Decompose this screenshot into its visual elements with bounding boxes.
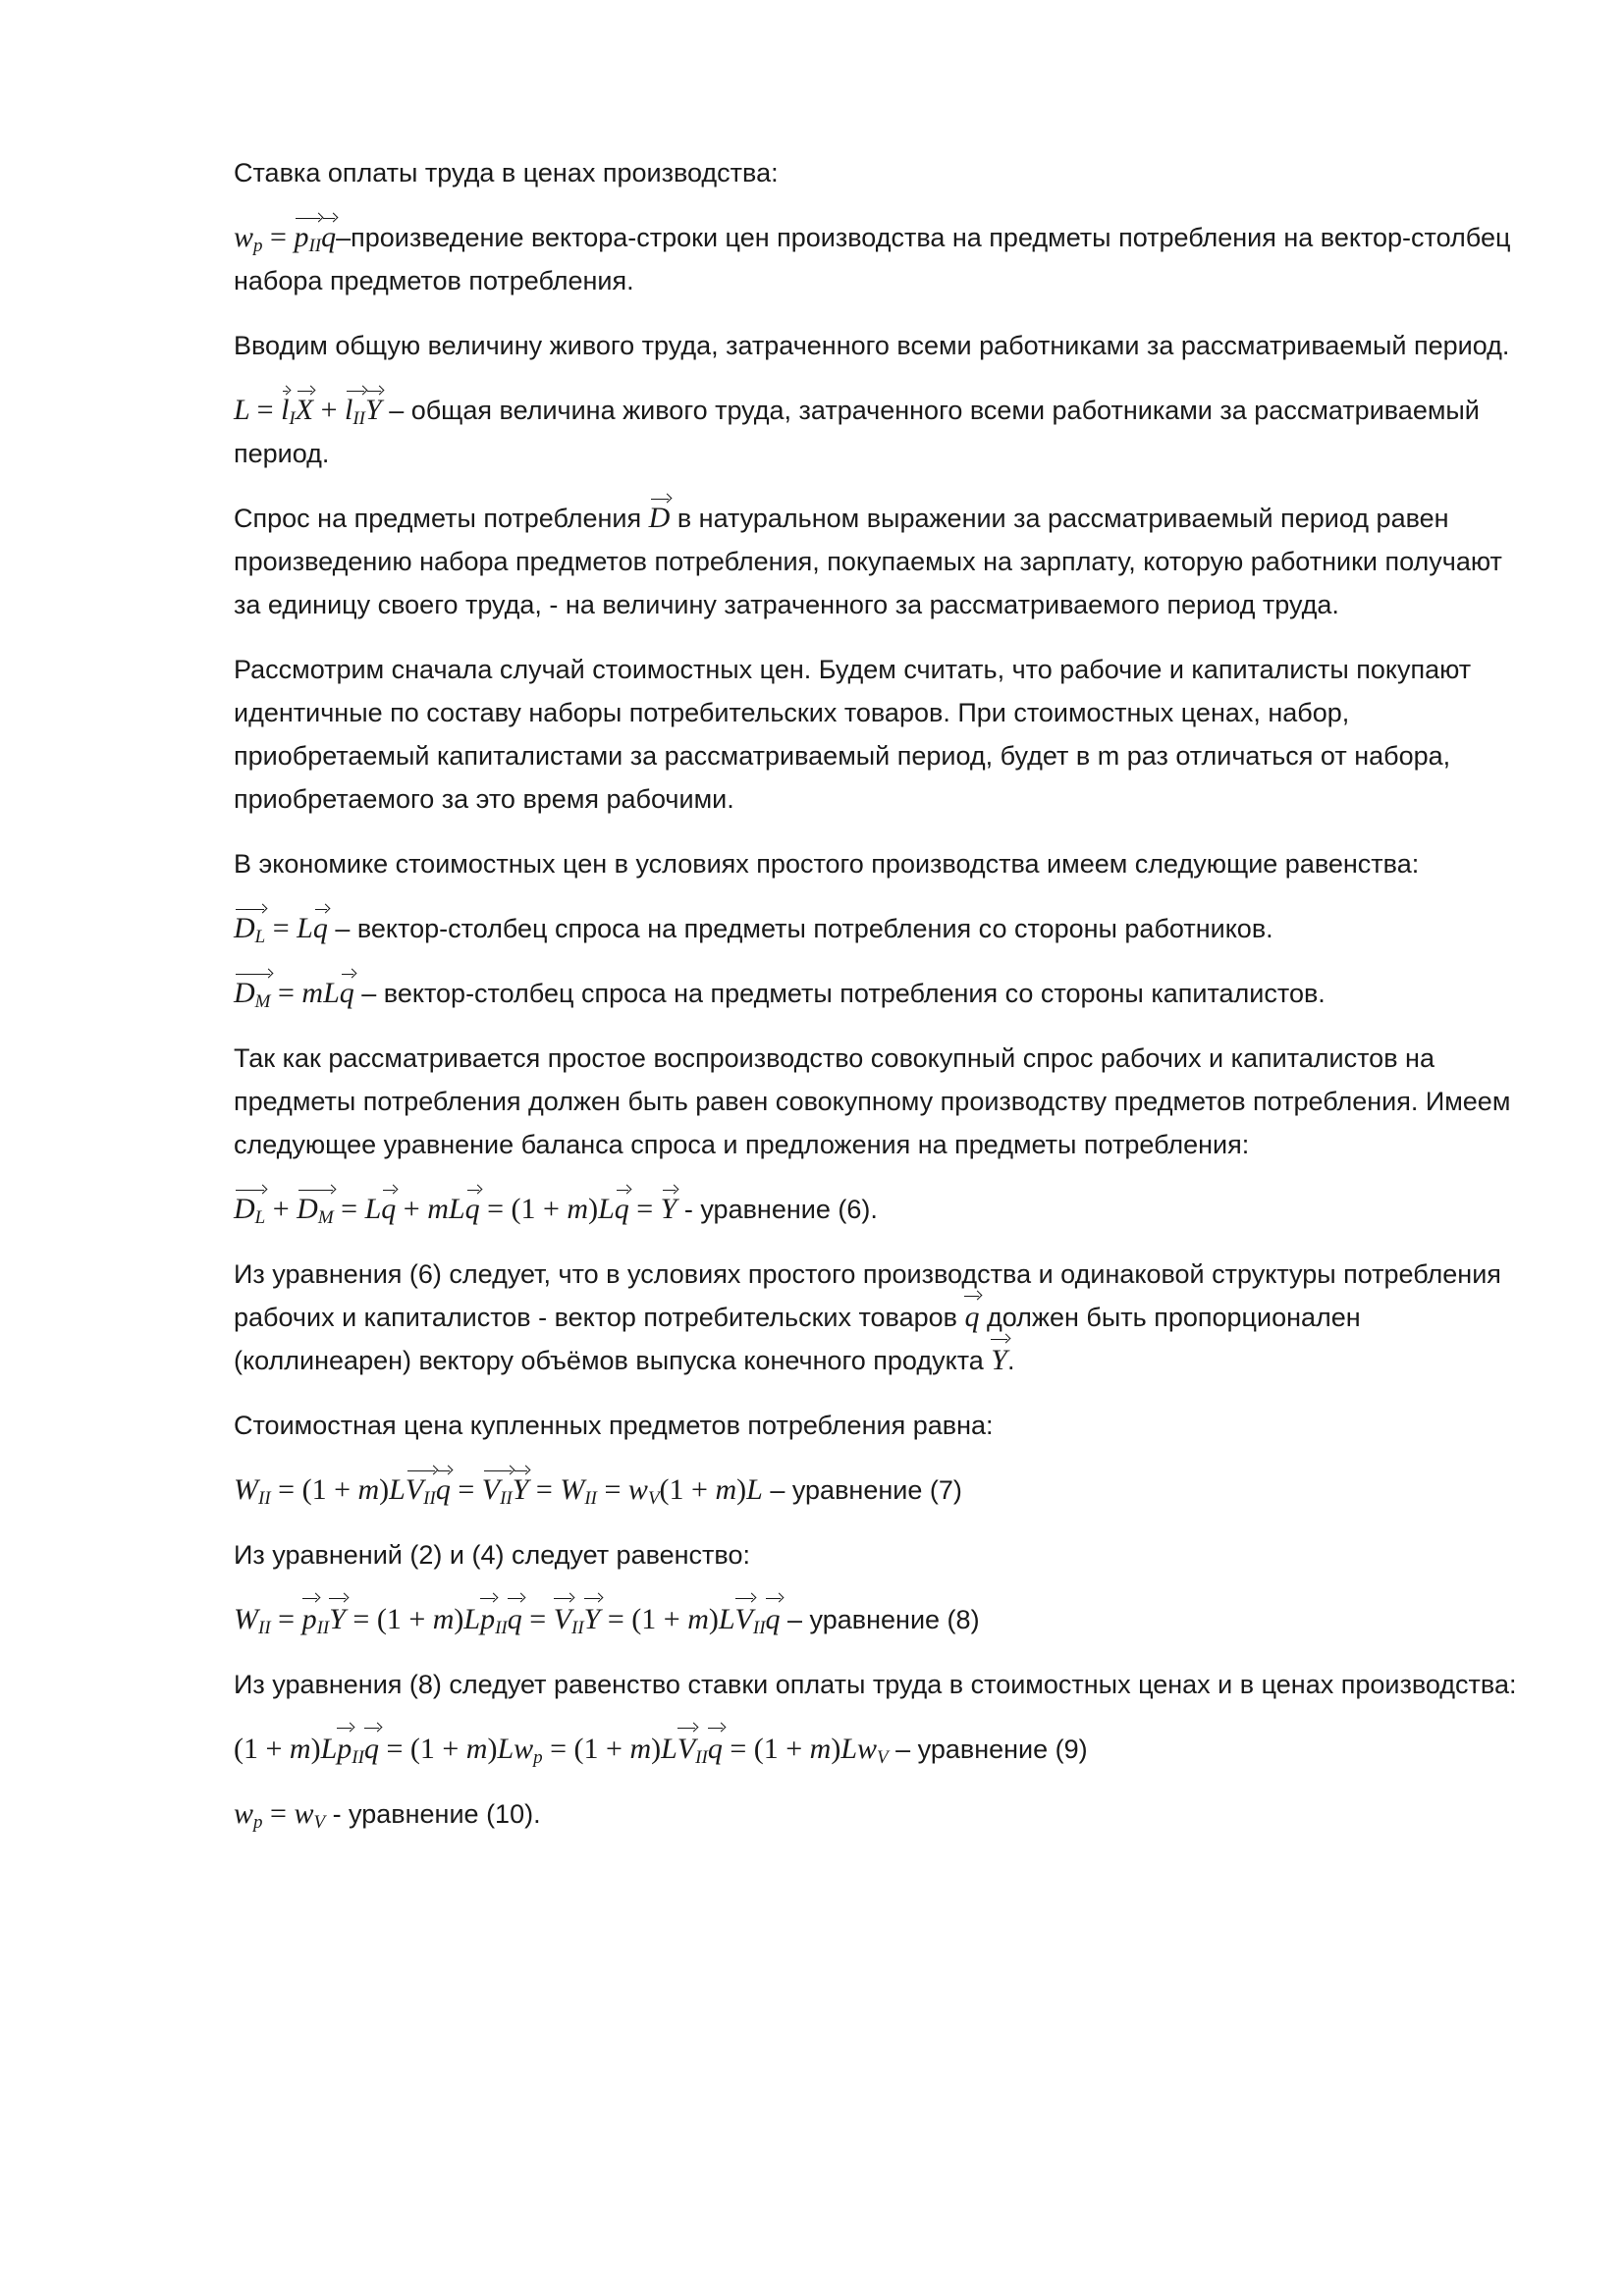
paragraph-equation-6: $D_L + D_M = Lq$ + mLq = (1 + m)Lq = Y - уравнение (6). xyxy=(234,1193,878,1228)
paragraph-equalities-intro: В экономике стоимостных цен в условиях простого производства имеем следующие равенства: xyxy=(234,849,1420,879)
paragraph-DL: $D_L = Lq$ – вектор-столбец спроса на предметы потребления со стороны работников. xyxy=(234,912,1273,947)
paragraph-DM: $D_M$ = mLq – вектор-столбец спроса на предметы потребления со стороны капиталистов. xyxy=(234,977,1326,1012)
paragraph-equation-7: $W_{II} = (1 + m)LV_{II}q = V_{II}Y = W_{II} = w_V(1 + m)L$ – уравнение (7) xyxy=(234,1473,962,1509)
paragraph-living-labor-formula: $L = l_IX + l_{II}Y$ – общая величина живого труда, затраченного всеми работниками за рассматриваемый период. xyxy=(234,394,1480,468)
formula-equation-9: $(1 + m)Lp_{II}q = (1 + m)Lw_p = (1 + m)LV_{II}q = (1 + m)Lw_V$ xyxy=(234,1733,889,1768)
formula-equation-7: $W_{II} = (1 + m)LV_{II}q = V_{II}Y = W_{II} = w_V(1 + m)L$ xyxy=(234,1473,763,1509)
document-body xyxy=(234,151,1530,1857)
formula-L: $L = l_IX + l_{II}Y$ xyxy=(234,394,382,429)
symbol-Y: Y xyxy=(991,1344,1007,1376)
paragraph-value-prices: Рассмотрим сначала случай стоимостных цен. Будем считать, что рабочие и капиталисты покупают идентичные по составу наборы потребительских товаров. При стоимостных ценах, набор, приобретаемый капиталистами за рассматриваемый период, будет в m раз отличаться от набора, приобретаемого за это время рабочими. xyxy=(234,655,1472,814)
paragraph-collinearity: Из уравнения (6) следует, что в условиях простого производства и одинаковой структуры потребления рабочих и капиталистов - вектор потребительских товаров q должен быть пропорционален (коллинеарен) вектору объёмов выпуска конечного продукта Y. xyxy=(234,1259,1501,1376)
symbol-D: D xyxy=(648,502,671,534)
formula-DL: $D_L = Lq$ xyxy=(234,912,328,947)
paragraph-from-equations-2-4: Из уравнений (2) и (4) следует равенство: xyxy=(234,1540,750,1570)
formula-equation-8: $W_{II} = p_{II}Y = (1 + m)Lp_{II}q = V_{II}Y = (1 + m)LV_{II}q$ xyxy=(234,1603,781,1638)
formula-equation-10: $w_p = w_V$ xyxy=(234,1797,326,1833)
paragraph-simple-reproduction: Так как рассматривается простое воспроизводство совокупный спрос рабочих и капиталистов на предметы потребления должен быть равен совокупному производству предметов потребления. Имеем следующее уравнение баланса спроса и предложения на предметы потребления: xyxy=(234,1043,1511,1159)
formula-equation-6: $D_L + D_M = Lq$ + mLq = (1 + m)Lq = Y xyxy=(234,1193,677,1228)
paragraph-equation-10: $w_p = w_V$ - уравнение (10). xyxy=(234,1797,541,1833)
paragraph-living-labor-intro: Вводим общую величину живого труда, затраченного всеми работниками за рассматриваемый период. xyxy=(234,331,1510,360)
paragraph-value-price-consumer: Стоимостная цена купленных предметов потребления равна: xyxy=(234,1411,994,1440)
paragraph-demand: Спрос на предметы потребления D в натуральном выражении за рассматриваемый период равен произведению набора предметов потребления, покупаемых на зарплату, которую работники получают за единицу своего труда, - на величину затраченного за рассматриваемого период труда. xyxy=(234,502,1502,619)
paragraph-equation-9: $(1 + m)Lp_{II}q = (1 + m)Lw_p = (1 + m)LV_{II}q = (1 + m)Lw_V$ – уравнение (9) xyxy=(234,1733,1088,1768)
paragraph-wp-definition: $w_p$ = $p_{II}q$–произведение вектора-строки цен производства на предметы потребления на вектор-столбец набора предметов потребления. xyxy=(234,221,1511,295)
paragraph-wage-equality: Из уравнения (8) следует равенство ставки оплаты труда в стоимостных ценах и в ценах производства: xyxy=(234,1670,1517,1699)
paragraph-equation-8: $W_{II} = p_{II}Y = (1 + m)Lp_{II}q = V_{II}Y = (1 + m)LV_{II}q$ – уравнение (8) xyxy=(234,1603,980,1638)
formula-wp: $w_p = p_{II}q$ xyxy=(234,221,337,256)
paragraph-wage-rate-heading: Ставка оплаты труда в ценах производства: xyxy=(234,158,779,187)
formula-DM: $D_M$ = mLq xyxy=(234,977,354,1012)
symbol-q: q xyxy=(964,1301,980,1333)
